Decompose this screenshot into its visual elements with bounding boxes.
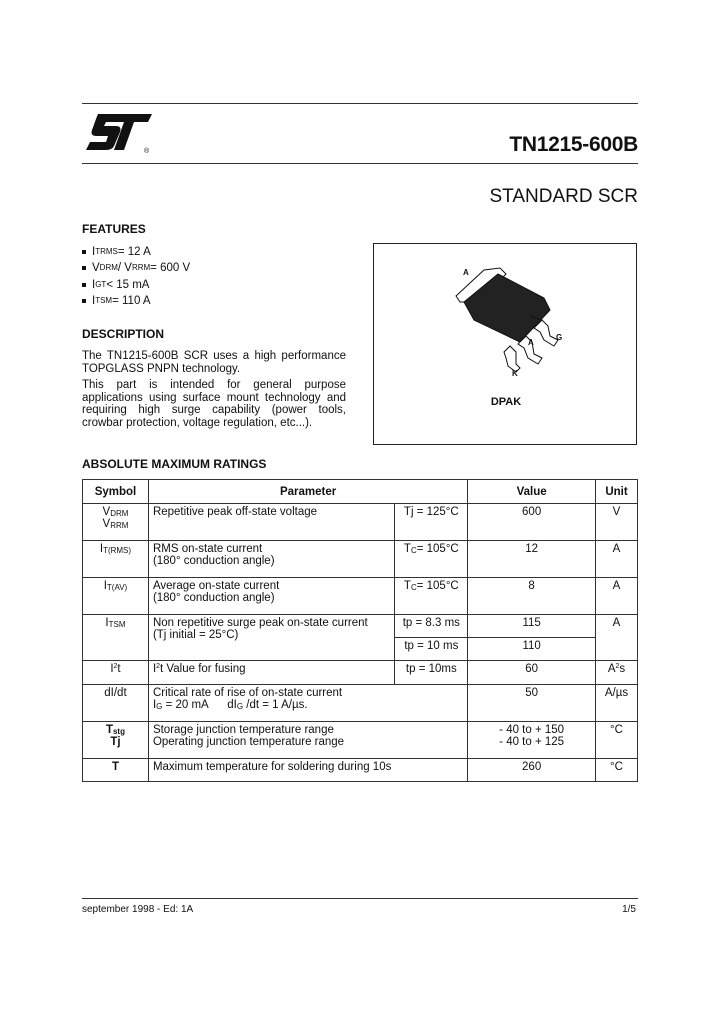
header-value: Value xyxy=(468,480,596,504)
ratings-title: ABSOLUTE MAXIMUM RATINGS xyxy=(82,457,267,471)
description-paragraph: The TN1215-600B SCR uses a high performance TOPGLASS PNPN technology. xyxy=(82,350,346,375)
condition-cell: $T_C= 105^\circ C$ xyxy=(395,578,468,615)
symbol-cell: $I_{T(RMS)}$ xyxy=(83,541,149,578)
table-row xyxy=(83,504,638,541)
unit-cell: °C xyxy=(595,759,637,782)
page-number: 1/5 xyxy=(622,904,636,915)
bullet-icon xyxy=(82,250,86,254)
features-list xyxy=(82,244,190,309)
feature-item: V DRM / V RRM = 600 V xyxy=(82,260,190,276)
parameter-cell: Repetitive peak off-state voltage xyxy=(148,504,394,541)
table-row xyxy=(83,685,638,722)
unit-cell: $A^2s$ xyxy=(595,661,637,685)
parameter-cell: $I^2t$ Value for fusing xyxy=(148,661,394,685)
pin-label-g: G xyxy=(556,333,563,342)
value-cell: 50 xyxy=(468,685,596,722)
top-rule xyxy=(82,103,638,104)
header-parameter: Parameter xyxy=(148,480,467,504)
value-cell: 110 xyxy=(468,638,596,661)
value-cell: 260 xyxy=(468,759,596,782)
unit-cell: A xyxy=(595,578,637,615)
footer-date: september 1998 - Ed: 1A xyxy=(82,904,194,915)
ratings-table xyxy=(82,479,638,782)
bullet-icon xyxy=(82,299,86,303)
parameter-cell: Storage junction temperature range Operating junction temperature range xyxy=(148,722,467,759)
symbol-cell: dI/dt xyxy=(83,685,149,722)
condition-cell: tp = 8.3 ms xyxy=(395,615,468,638)
unit-cell: A xyxy=(595,615,637,661)
unit-cell: A/µs xyxy=(595,685,637,722)
unit-cell: A xyxy=(595,541,637,578)
dpak-package-icon xyxy=(434,258,584,383)
table-row xyxy=(83,578,638,615)
condition-cell: tp = 10ms xyxy=(395,661,468,685)
parameter-cell: Maximum temperature for soldering during 10s xyxy=(148,759,467,782)
symbol-cell: T xyxy=(83,759,149,782)
value-cell: 12 xyxy=(468,541,596,578)
parameter-cell: Critical rate of rise of on-state current $I_G = 20$ mA $dI_G$ /dt = 1 A/µs. xyxy=(148,685,467,722)
feature-item: I TRMS = 12 A xyxy=(82,244,190,260)
condition-cell: Tj = 125°C xyxy=(395,504,468,541)
symbol-cell: $I_{T(AV)}$ xyxy=(83,578,149,615)
document-subtitle: STANDARD SCR xyxy=(489,186,638,207)
feature-item: I GT < 15 mA xyxy=(82,277,190,293)
unit-cell: V xyxy=(595,504,637,541)
pin-label-k: K xyxy=(512,369,518,378)
table-header-row xyxy=(83,480,638,504)
unit-cell: °C xyxy=(595,722,637,759)
symbol-cell: $I_{TSM}$ xyxy=(83,615,149,661)
header-unit: Unit xyxy=(595,480,637,504)
bullet-icon xyxy=(82,283,86,287)
part-number: TN1215-600B xyxy=(509,133,638,156)
footer-rule xyxy=(82,898,638,899)
description-paragraph: This part is intended for general purpose applications using surface mount technology and requiring high surge capability (power tools, crowbar protection, voltage regulation, etc...). xyxy=(82,379,346,429)
table-row xyxy=(83,722,638,759)
pin-label-a: A xyxy=(528,338,534,347)
pin-label-a-top: A xyxy=(463,268,469,277)
table-row xyxy=(83,661,638,685)
feature-item: I TSM = 110 A xyxy=(82,293,190,309)
title-rule xyxy=(82,163,638,164)
value-cell: 8 xyxy=(468,578,596,615)
header-symbol: Symbol xyxy=(83,480,149,504)
symbol-cell: $V_{DRM}$ $V_{RRM}$ xyxy=(83,504,149,541)
description-title: DESCRIPTION xyxy=(82,327,165,341)
package-box xyxy=(373,243,637,445)
symbol-cell: $I^2t$ xyxy=(83,661,149,685)
registered-mark: ® xyxy=(144,148,150,155)
value-cell: 60 xyxy=(468,661,596,685)
condition-cell: $T_C= 105^\circ C$ xyxy=(395,541,468,578)
package-name: DPAK xyxy=(490,396,522,408)
value-cell: - 40 to + 150 - 40 to + 125 xyxy=(468,722,596,759)
value-cell: 115 xyxy=(468,615,596,638)
symbol-cell: $T_{stg}$ Tj xyxy=(83,722,149,759)
features-title: FEATURES xyxy=(82,222,146,236)
value-cell: 600 xyxy=(468,504,596,541)
parameter-cell: Average on-state current (180° conduction angle) xyxy=(148,578,394,615)
condition-cell: tp = 10 ms xyxy=(395,638,468,661)
table-row xyxy=(83,615,638,638)
table-row xyxy=(83,541,638,578)
description-text xyxy=(82,350,346,434)
bullet-icon xyxy=(82,266,86,270)
table-row xyxy=(83,759,638,782)
parameter-cell: RMS on-state current (180° conduction angle) xyxy=(148,541,394,578)
parameter-cell: Non repetitive surge peak on-state current (Tj initial = 25°C) xyxy=(148,615,394,661)
